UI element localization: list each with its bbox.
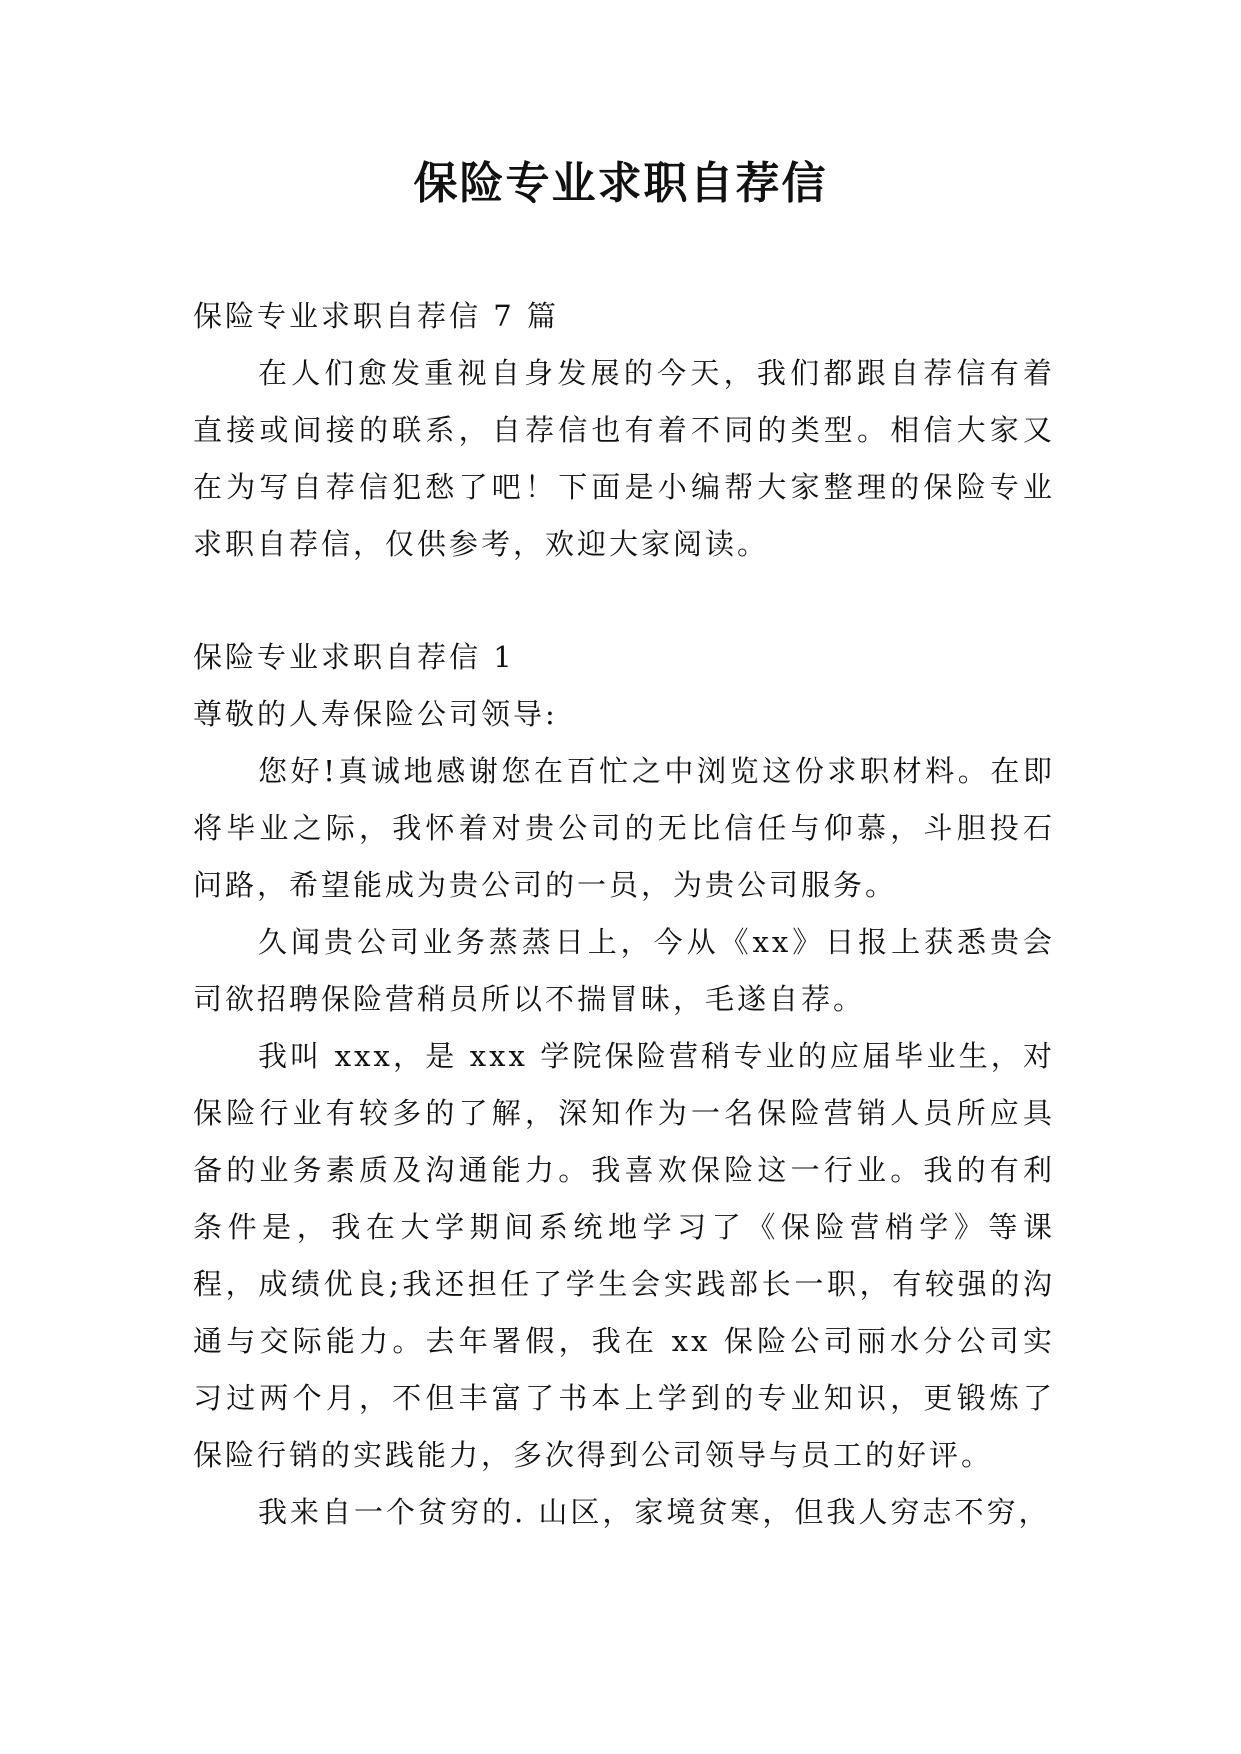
document-title: 保险专业求职自荐信 xyxy=(413,158,828,209)
intro-paragraph: 在人们愈发重视自身发展的今天，我们都跟自荐信有着直接或间接的联系，自荐信也有着不同的类型。相信大家又在为写自荐信犯愁了吧！下面是小编帮大家整理的保险专业求职自荐信，仅供参考，欢迎大家阅读。 xyxy=(193,356,1055,561)
salutation: 尊敬的人寿保险公司领导: xyxy=(193,697,558,731)
document-subtitle: 保险专业求职自荐信 7 篇 xyxy=(193,299,559,333)
paragraph-gap xyxy=(193,573,1055,629)
document-body xyxy=(193,288,1055,1541)
letter-paragraph-2: 久闻贵公司业务蒸蒸日上，今从《xx》日报上获悉贵会司欲招聘保险营稍员所以不揣冒昧，毛遂自荐。 xyxy=(193,925,1055,1016)
letter-paragraph-1: 您好!真诚地感谢您在百忙之中浏览这份求职材料。在即将毕业之际，我怀着对贵公司的无比信任与仰慕，斗胆投石问路，希望能成为贵公司的一员，为贵公司服务。 xyxy=(193,754,1055,902)
section-heading: 保险专业求职自荐信 1 xyxy=(193,640,515,674)
letter-paragraph-4: 我来自一个贫穷的. 山区，家境贫寒，但我人穷志不穷， xyxy=(258,1495,1051,1529)
letter-paragraph-3: 我叫 xxx，是 xxx 学院保险营稍专业的应届毕业生，对保险行业有较多的了解，深知作为一名保险营销人员所应具备的业务素质及沟通能力。我喜欢保险这一行业。我的有利条件是，我在大学期间系统地学习了《保险营梢学》等课程，成绩优良;我还担任了学生会实践部长一职，有较强的沟通与交际能力。去年署假，我在 xx 保险公司丽水分公司实习过两个月，不但丰富了书本上学到的专业知识，更锻炼了保险行销的实践能力，多次得到公司领导与员工的好评。 xyxy=(193,1039,1055,1472)
